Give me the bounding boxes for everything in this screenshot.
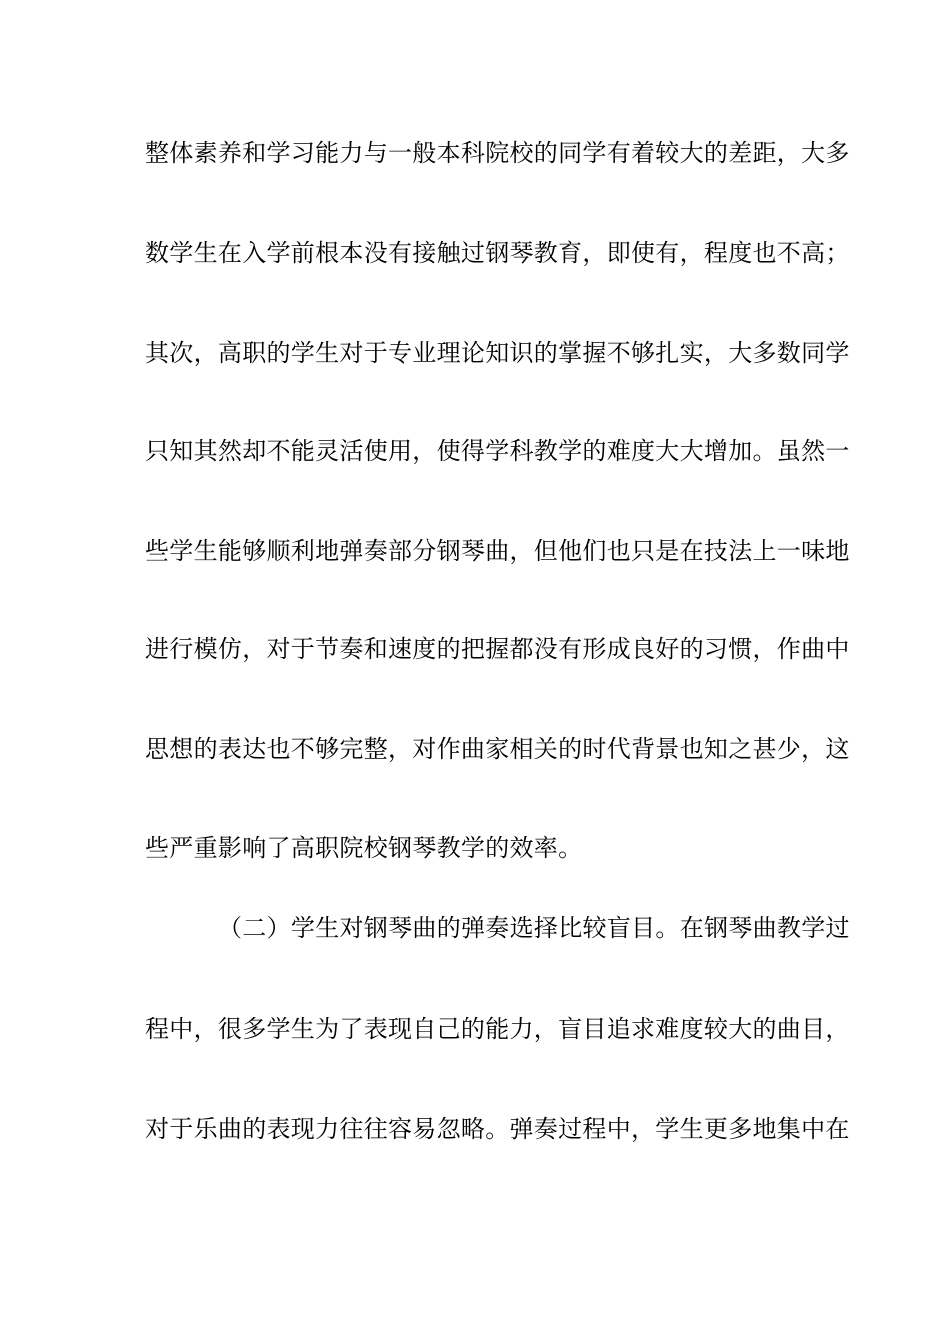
paragraph-line-1: 整体素养和学习能力与一般本科院校的同学有着较大的差距，大多 bbox=[145, 139, 850, 167]
paragraph-line-11: 对于乐曲的表现力往往容易忽略。弹奏过程中，学生更多地集中在 bbox=[145, 1115, 850, 1143]
paragraph-line-5: 些学生能够顺利地弹奏部分钢琴曲，但他们也只是在技法上一味地 bbox=[145, 537, 850, 565]
paragraph-line-6: 进行模仿，对于节奏和速度的把握都没有形成良好的习惯，作曲中 bbox=[145, 635, 850, 663]
paragraph-line-10: 程中，很多学生为了表现自己的能力，盲目追求难度较大的曲目， bbox=[145, 1015, 850, 1043]
paragraph-line-8: 些严重影响了高职院校钢琴教学的效率。 bbox=[145, 834, 583, 862]
paragraph-line-4: 只知其然却不能灵活使用，使得学科教学的难度大大增加。虽然一 bbox=[145, 437, 850, 465]
paragraph-line-2: 数学生在入学前根本没有接触过钢琴教育，即使有，程度也不高； bbox=[145, 239, 850, 267]
paragraph-line-3: 其次，高职的学生对于专业理论知识的掌握不够扎实，大多数同学 bbox=[145, 339, 850, 367]
section-heading-line: （二）学生对钢琴曲的弹奏选择比较盲目。在钢琴曲教学过 bbox=[218, 914, 850, 942]
paragraph-line-7: 思想的表达也不够完整，对作曲家相关的时代背景也知之甚少，这 bbox=[145, 735, 850, 763]
